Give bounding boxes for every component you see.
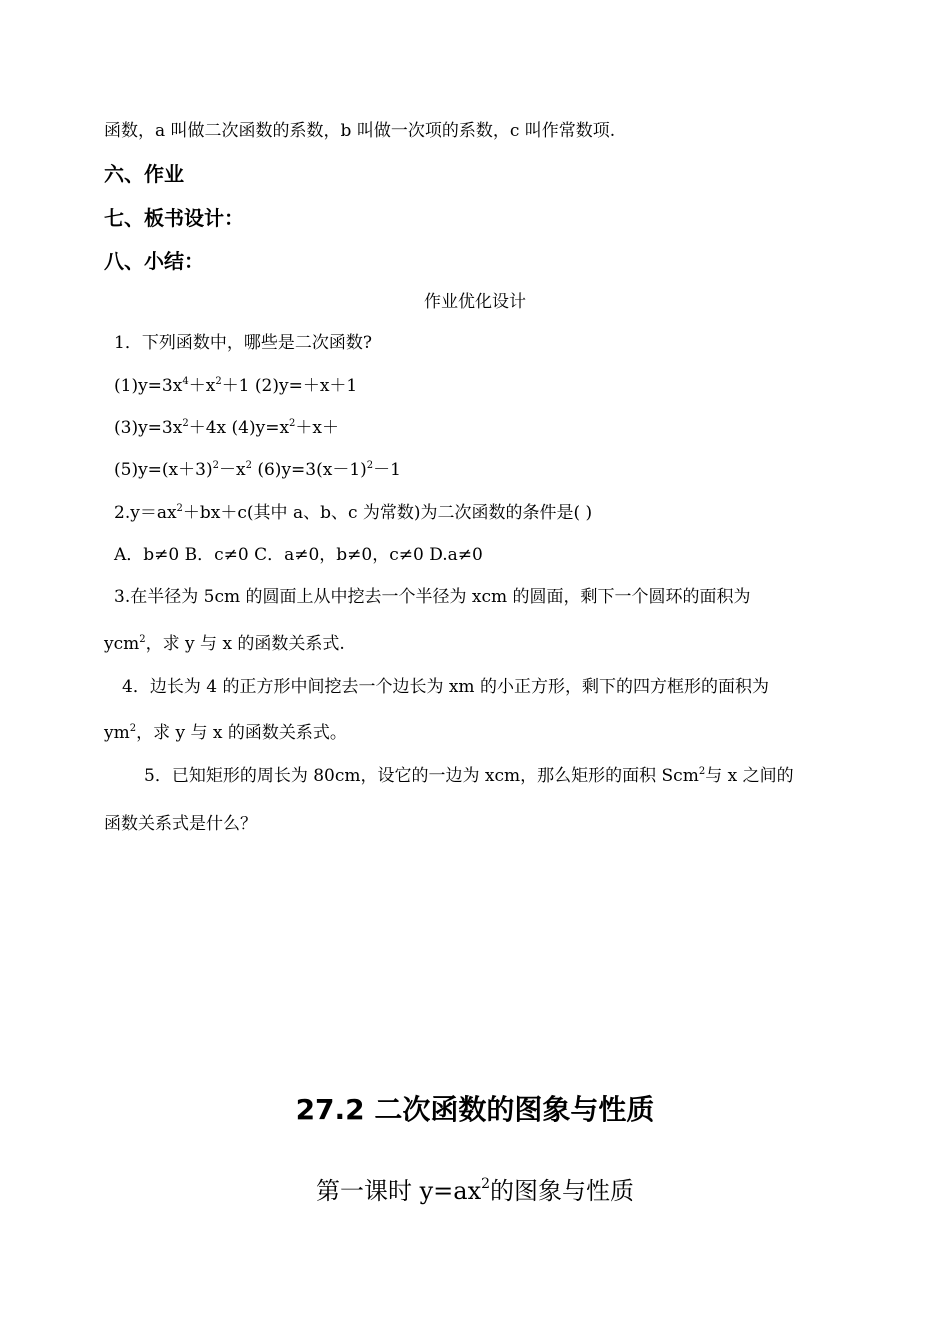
intro-line: 函数，a 叫做二次函数的系数，b 叫做一次项的系数，c 叫作常数项. <box>104 121 616 141</box>
q1-option-line-3: $(5)y=(x+3)^2-x^2$ $(6)y=3(x-1)^2-1$ <box>114 460 401 480</box>
q3-line-1: 3.在半径为 5cm 的圆面上从中挖去一个半径为 xcm 的圆面，剩下一个圆环的面积为 <box>114 587 751 607</box>
q2-stem: $2.y=ax^2+bx+c$(其中 a、b、c 为常数)为二次函数的条件是( ) <box>114 503 593 523</box>
exercise-title: 作业优化设计 <box>424 292 526 312</box>
lesson-title: 第一课时 $y=ax^2$的图象与性质 <box>315 1176 635 1205</box>
q3-line-2: ycm$^2$，求 y 与 x 的函数关系式. <box>104 634 345 654</box>
q1-option-line-2: $(3)y=3x^2+4x$ $(4)y=x^2+x+$ <box>114 418 340 438</box>
section-summary-heading: 八、小结： <box>104 249 204 273</box>
q2-options: A．b≠0 B．c≠0 C．a≠0，b≠0，c≠0 D.a≠0 <box>114 545 483 565</box>
q1-stem: 1．下列函数中，哪些是二次函数? <box>114 333 372 353</box>
q4-line-1: 4．边长为 4 的正方形中间挖去一个边长为 xm 的小正方形，剩下的四方框形的面积为 <box>122 677 769 697</box>
q5-line-1: 5．已知矩形的周长为 80cm，设它的一边为 xcm，那么矩形的面积 Scm$^2$与 x 之间的 <box>144 766 794 786</box>
section-homework-heading: 六、作业 <box>104 162 184 186</box>
chapter-title: 27.2 二次函数的图象与性质 <box>295 1093 655 1126</box>
section-board-design-heading: 七、板书设计： <box>104 206 244 230</box>
q5-line-2: 函数关系式是什么？ <box>104 814 257 834</box>
q4-line-2: $ym^2$，求 y 与 x 的函数关系式。 <box>104 723 347 743</box>
q1-option-line-1: $(1)y=3x^4+x^2+1$ (2)y=＋x＋1 <box>114 376 358 396</box>
